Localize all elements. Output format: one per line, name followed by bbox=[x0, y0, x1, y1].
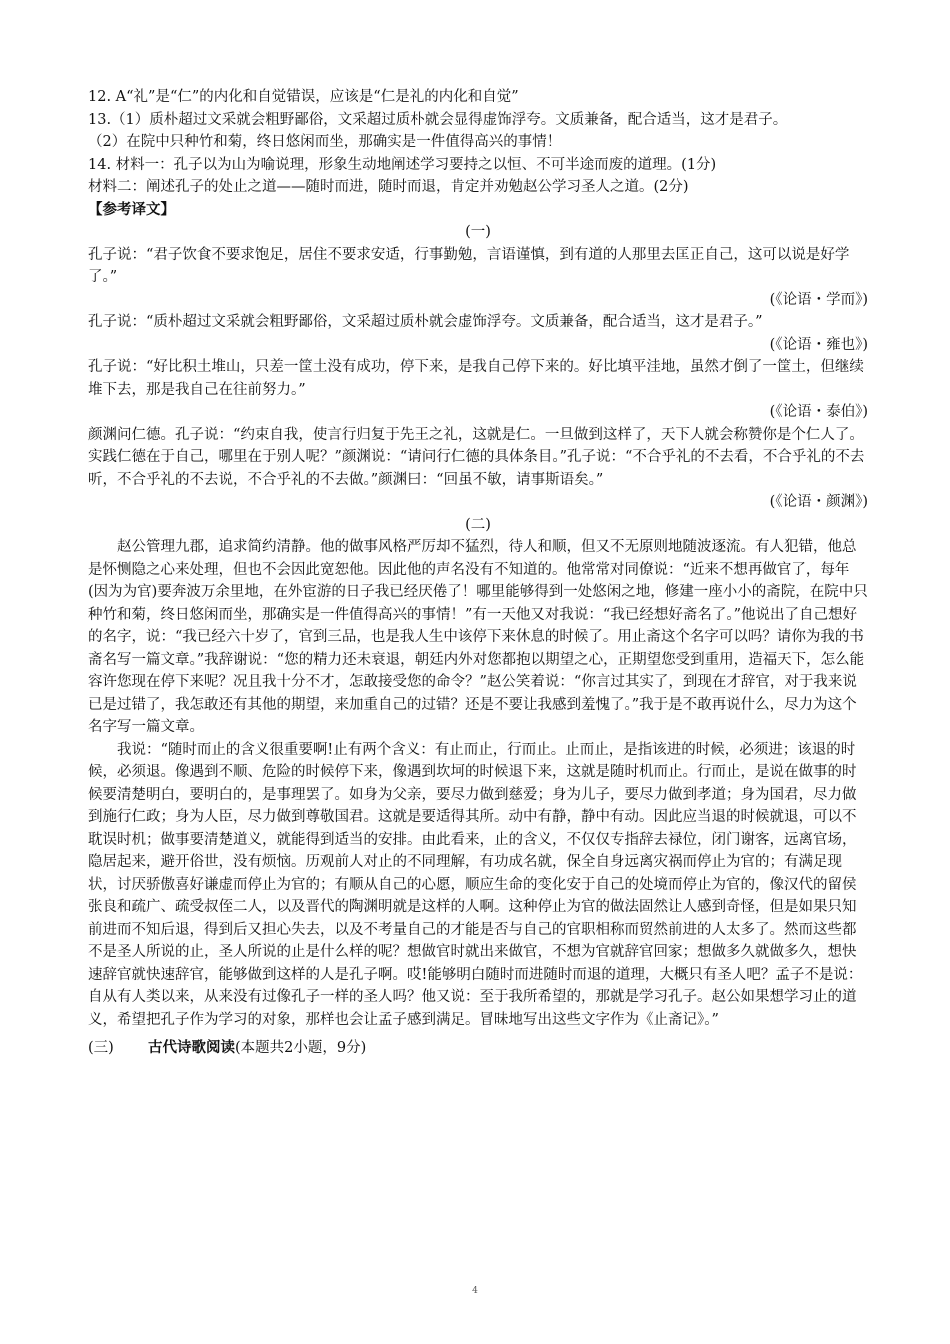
part-1-entry-source: (《论语・颜渊》) bbox=[769, 494, 868, 510]
part-2-paragraph: 赵公管理九郡，追求简约清静。他的做事风格严厉却不猛烈，待人和顺，但又不无原则地随波逐流。有人犯错，他总是怀恻隐之心来处理，但也不会因此宽恕他。因此他的声名没有不知道的。他常常对同僚说：“近来不想再做官了，每年(因为为官)要奔波万余里地，在外宦游的日子我已经厌倦了！哪里能够得到一处悠闲之地，修建一座小小的斋院，在院中只种竹和菊，终日悠闲而坐，那确实是一件值得高兴的事情！”有一天他又对我说：“我已经想好斋名了。”他说出了自己想好的名字，说：“我已经六十岁了，官到三品，也是我人生中该停下来休息的时候了。用止斋这个名字可以吗？请你为我的书斋名写一篇文章。”我辞谢说：“您的精力还未衰退，朝廷内外对您都抱以期望之心，正期望您受到重用，造福天下，怎么能容许您现在停下来呢？况且我十分不才，怎敢接受您的命令？”赵公笑着说：“你言过其实了，到现在才辞官，对于我来说已是过错了，我怎敢还有其他的期望，来加重自己的过错？还是不要让我感到羞愧了。”我于是不敢再说什么，尽力为这个名字写一篇文章。 bbox=[88, 539, 868, 735]
section-3-heading bbox=[88, 1037, 868, 1060]
document-page bbox=[88, 86, 868, 1060]
section-3-name: 古代诗歌阅读 bbox=[148, 1040, 235, 1056]
part-1-entry-source: (《论语・学而》) bbox=[769, 291, 868, 308]
answer-13-1: 13.（1）质朴超过文采就会粗野鄙俗，文采超过质朴就会显得虚饰浮夸。文质兼备，配合适当，这才是君子。 bbox=[88, 111, 788, 128]
page-number: 4 bbox=[472, 1286, 478, 1296]
answer-14-material-1: 14. 材料一：孔子以为山为喻说理，形象生动地阐述学习要持之以恒、不可半途而废的道理。(1分) bbox=[88, 156, 717, 173]
part-2-paragraph: 我说：“随时而止的含义很重要啊!止有两个含义：有止而止，行而止。止而止，是指该进的时候，必须进；该退的时候，必须退。像遇到不顺、危险的时候停下来，像遇到坎坷的时候退下来，这就是随时机而止。行而止，是说在做事的时候要清楚明白，要明白的，是事理罢了。如身为父亲，要尽力做到慈爱；身为儿子，要尽力做到孝道；身为国君，尽力做到施行仁政；身为人臣，尽力做到尊敬国君。这就是要适得其所。动中有静，静中有动。因此应当退的时候就退，可以不耽误时机；做事要清楚道义，就能得到适当的安排。由此看来，止的含义，不仅仅专指辞去禄位，闭门谢客，远离官场，隐居起来，避开俗世，没有烦恼。历观前人对止的不同理解，有功成名就，保全自身远离灾祸而停止为官的；有满足现状，讨厌骄傲喜好谦虚而停止为官的；有顺从自己的心愿，顺应生命的变化安于自己的处境而停止为官的，像汉代的留侯张良和疏广、疏受叔侄二人，以及晋代的陶渊明就是这样的人啊。这种停止为官的做法固然让人感到奇怪，但是如果只知前进而不知后退，得到后又担心失去，以及不考量自己的才能是否与自己的官职相称而贸然前进的人太多了。然而这些都不是圣人所说的止，圣人所说的止是什么样的呢？想做官时就出来做官，不想为官就辞官回家；想做多久就做多久，想快速辞官就快速辞官，能够做到这样的人是孔子啊。哎!能够明白随时而进随时而退的道理，大概只有圣人吧？孟子不是说：自从有人类以来，从来没有过像孔子一样的圣人吗？他又说：至于我所希望的，那就是学习孔子。赵公如果想学习止的道义，希望把孔子作为学习的对象，那样也会让孟子感到满足。冒昧地写出这些文字作为《止斋记》。” bbox=[88, 741, 863, 1028]
answer-13-2: （2）在院中只种竹和菊，终日悠闲而坐，那确实是一件值得高兴的事情！ bbox=[88, 134, 562, 150]
answer-section bbox=[88, 86, 868, 199]
section-3-note: (本题共2小题，9分) bbox=[235, 1040, 367, 1056]
translation-part-2 bbox=[88, 514, 868, 1032]
part-1-entry-source: (《论语・雍也》) bbox=[769, 336, 868, 353]
part-1-entry-text: 孔子说：“好比积土堆山，只差一筐土没有成功，停下来，是我自己停下来的。好比填平洼地，虽然才倒了一筐土，但继续堆下去，那是我自己在往前努力。” bbox=[88, 359, 864, 398]
part-1-entry-source: (《论语・泰伯》) bbox=[769, 404, 868, 420]
translation-part-1 bbox=[88, 221, 868, 514]
answer-12: 12. A“礼”是“仁”的内化和自觉错误，应该是“仁是礼的内化和自觉” bbox=[88, 89, 519, 105]
answer-14-material-2: 材料二：阐述孔子的处止之道——随时而进，随时而退，肯定并劝勉赵公学习圣人之道。(2分) bbox=[88, 179, 689, 195]
part-2-title: (二) bbox=[465, 516, 491, 533]
reference-translation-heading: 【参考译文】 bbox=[88, 201, 175, 218]
part-1-entry-text: 孔子说：“质朴超过文采就会粗野鄙俗，文采超过质朴就会虚饰浮夸。文质兼备，配合适当，这才是君子。” bbox=[88, 314, 763, 330]
part-1-entry-text: 孔子说：“君子饮食不要求饱足，居住不要求安适，行事勤勉，言语谨慎，到有道的人那里去匡正自己，这可以说是好学了。” bbox=[88, 246, 850, 285]
part-1-entry-text: 颜渊问仁德。孔子说：“约束自我，使言行归复于先王之礼，这就是仁。一旦做到这样了，天下人就会称赞你是个仁人了。实践仁德在于自己，哪里在于别人呢？”颜渊说：“请问行仁德的具体条目。”孔子说：“不合乎礼的不去看，不合乎礼的不去听，不合乎礼的不去说，不合乎礼的不去做。”颜渊曰：“回虽不敏，请事斯语矣。” bbox=[88, 426, 865, 488]
part-1-title: (一) bbox=[465, 224, 491, 240]
section-3-label: (三) bbox=[88, 1040, 114, 1056]
